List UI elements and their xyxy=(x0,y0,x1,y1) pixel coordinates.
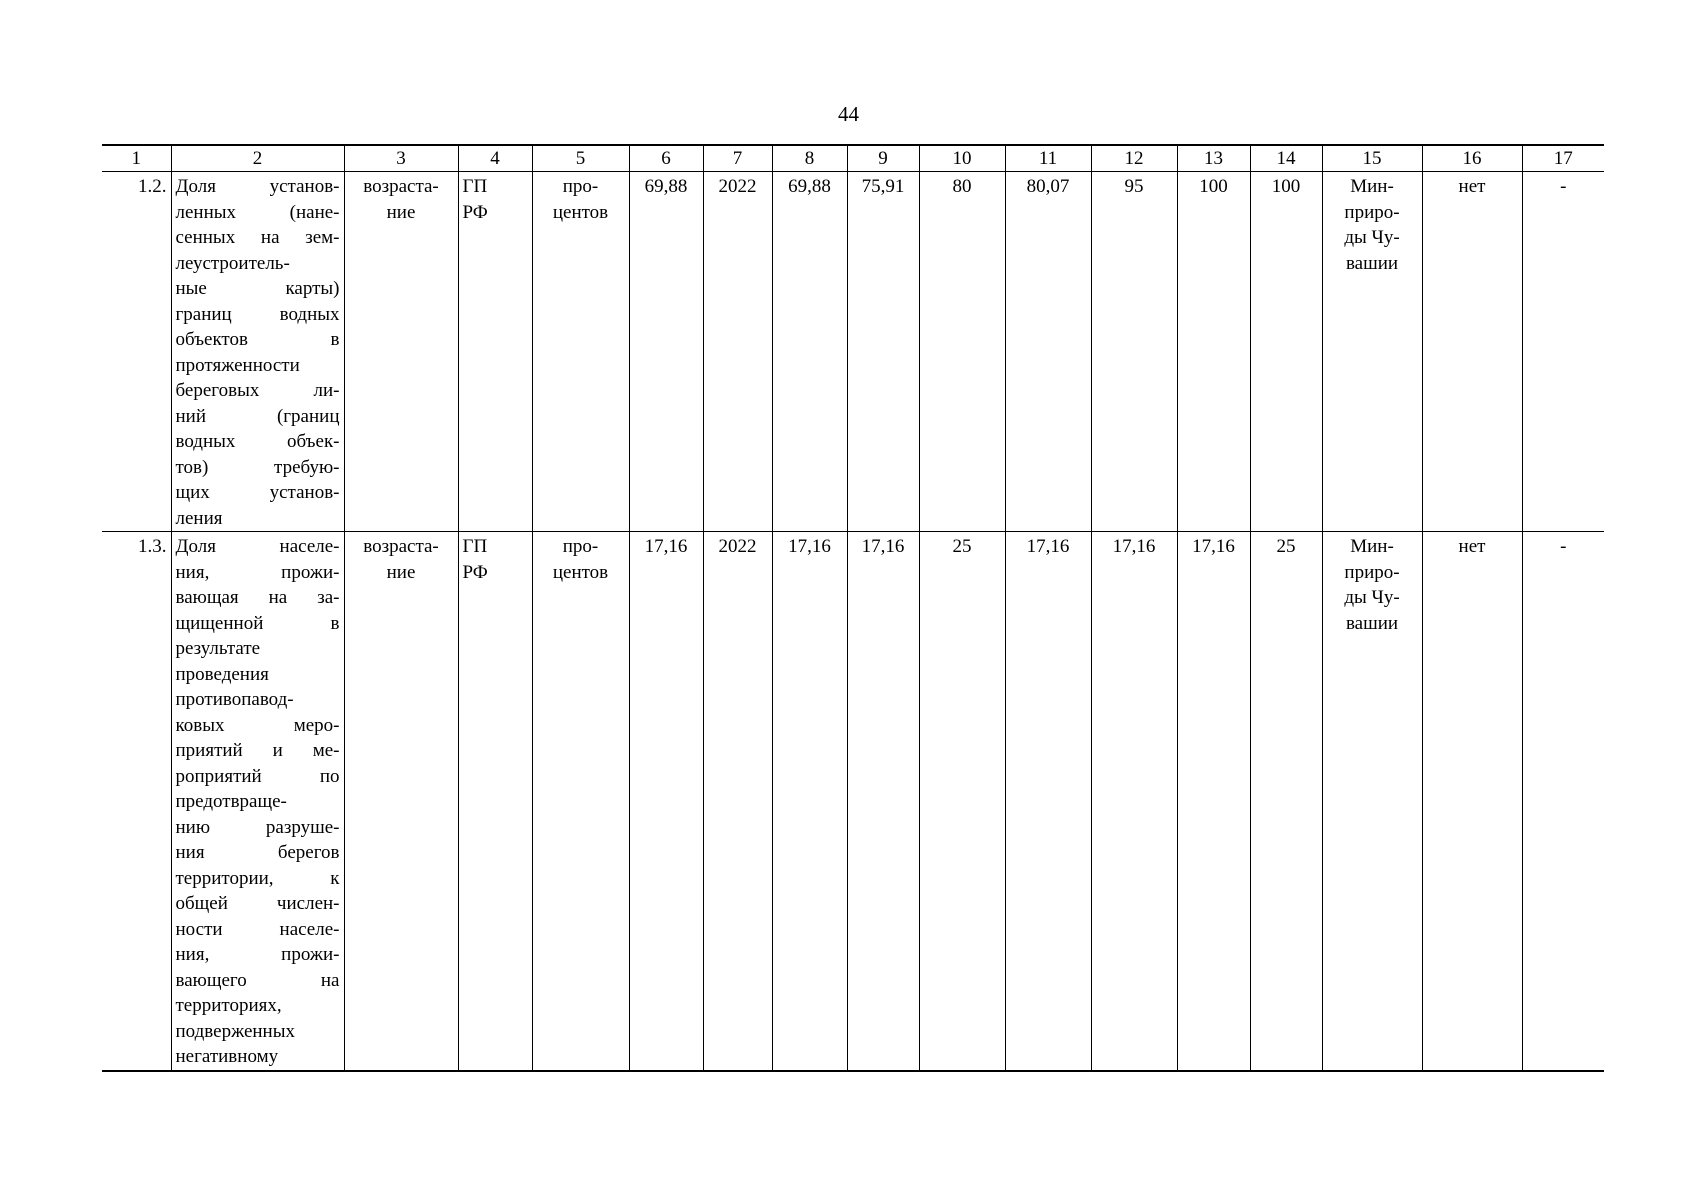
trend-cell: возраста- ние xyxy=(344,172,458,532)
column-header: 8 xyxy=(772,145,847,172)
value-cell: 95 xyxy=(1091,172,1177,532)
column-header: 14 xyxy=(1250,145,1322,172)
indicator-name-line: водных объек- xyxy=(175,431,340,452)
indicator-name-line: границ водных xyxy=(175,303,340,325)
indicator-name-line: нию разруше- xyxy=(175,816,340,838)
page-number: 44 xyxy=(838,102,859,126)
value-cell: 25 xyxy=(919,532,1005,1071)
indicator-name-line: ности населе- xyxy=(175,918,340,940)
value-cell: 80,07 xyxy=(1005,172,1091,532)
table-row xyxy=(102,532,1604,1071)
indicator-name-line: сенных на зем- xyxy=(175,227,340,248)
column-header: 16 xyxy=(1422,145,1522,172)
indicator-name-line: противопавод- xyxy=(175,689,294,710)
base-year-cell: 2022 xyxy=(703,532,772,1071)
indicator-name-line: территории, к xyxy=(175,867,340,889)
value-cell: 75,91 xyxy=(847,172,919,532)
column-header: 13 xyxy=(1177,145,1250,172)
indicator-name-line: территориях, xyxy=(175,995,282,1016)
column-number-row xyxy=(102,145,1604,172)
indicator-name-line: леустроитель- xyxy=(175,252,290,274)
base-value-cell: 17,16 xyxy=(629,532,703,1071)
base-value-cell: 69,88 xyxy=(629,172,703,532)
source-cell: ГП РФ xyxy=(458,172,532,532)
note-cell: - xyxy=(1522,172,1604,532)
value-cell: 17,16 xyxy=(1005,532,1091,1071)
indicator-name-line: предотвраще- xyxy=(175,791,287,812)
indicator-name-line: подверженных xyxy=(175,1020,295,1042)
indicator-name-line: щищенной в xyxy=(175,612,340,634)
indicator-name-line: вающая на за- xyxy=(175,587,340,608)
indicator-name-line: проведения xyxy=(175,663,269,685)
indicator-name-line: ковых меро- xyxy=(175,714,340,736)
column-header: 9 xyxy=(847,145,919,172)
value-cell: 69,88 xyxy=(772,172,847,532)
column-header: 10 xyxy=(919,145,1005,172)
column-header: 6 xyxy=(629,145,703,172)
value-cell: 100 xyxy=(1177,172,1250,532)
indicator-name-line: береговых ли- xyxy=(175,380,340,401)
row-number-cell: 1.3. xyxy=(102,532,171,1071)
indicator-name-line: ные карты) xyxy=(175,278,340,299)
column-header: 2 xyxy=(171,145,344,172)
value-cell: 17,16 xyxy=(847,532,919,1071)
trend-cell: возраста- ние xyxy=(344,532,458,1071)
indicators-table xyxy=(102,144,1604,1072)
note-cell: - xyxy=(1522,532,1604,1071)
column-header: 3 xyxy=(344,145,458,172)
value-cell: 17,16 xyxy=(1091,532,1177,1071)
indicator-name-line: общей числен- xyxy=(175,893,340,914)
column-header: 4 xyxy=(458,145,532,172)
indicator-name-line: роприятий по xyxy=(175,765,340,787)
indicator-name-line: щих установ- xyxy=(175,482,340,503)
indicator-name-line: протяженности xyxy=(175,354,300,376)
indicator-name-line: тов) требую- xyxy=(175,456,340,478)
indicator-name-line: Доля установ- xyxy=(175,176,340,197)
flag-cell: нет xyxy=(1422,532,1522,1071)
responsible-cell: Мин- приро- ды Чу- вашии xyxy=(1322,172,1422,532)
column-header: 5 xyxy=(532,145,629,172)
responsible-cell: Мин- приро- ды Чу- вашии xyxy=(1322,532,1422,1071)
value-cell: 17,16 xyxy=(772,532,847,1071)
column-header: 12 xyxy=(1091,145,1177,172)
indicator-name-line: Доля населе- xyxy=(175,536,340,557)
indicator-name-line: ленных (нане- xyxy=(175,201,340,223)
column-header: 11 xyxy=(1005,145,1091,172)
column-header: 15 xyxy=(1322,145,1422,172)
value-cell: 25 xyxy=(1250,532,1322,1071)
indicator-name-cell xyxy=(171,532,344,1071)
indicator-name-line: вающего на xyxy=(175,969,340,991)
indicator-name-line: ния берегов xyxy=(175,842,340,863)
value-cell: 80 xyxy=(919,172,1005,532)
indicator-name-line: приятий и ме- xyxy=(175,740,340,761)
unit-cell: про- центов xyxy=(532,172,629,532)
value-cell: 100 xyxy=(1250,172,1322,532)
value-cell: 17,16 xyxy=(1177,532,1250,1071)
indicator-name-line: ний (границ xyxy=(175,405,340,427)
base-year-cell: 2022 xyxy=(703,172,772,532)
table-row xyxy=(102,172,1604,532)
source-cell: ГП РФ xyxy=(458,532,532,1071)
indicator-name-line: ния, прожи- xyxy=(175,561,340,583)
flag-cell: нет xyxy=(1422,172,1522,532)
indicator-name-line: результате xyxy=(175,638,261,659)
indicator-name-line: ния, прожи- xyxy=(175,944,340,965)
column-header: 1 xyxy=(102,145,171,172)
unit-cell: про- центов xyxy=(532,532,629,1071)
indicator-name-line: объектов в xyxy=(175,329,340,350)
indicator-name-line: негативному xyxy=(175,1046,279,1067)
indicator-name-cell xyxy=(171,172,344,532)
column-header: 7 xyxy=(703,145,772,172)
row-number-cell: 1.2. xyxy=(102,172,171,532)
column-header: 17 xyxy=(1522,145,1604,172)
indicator-name-line: ления xyxy=(175,507,223,529)
